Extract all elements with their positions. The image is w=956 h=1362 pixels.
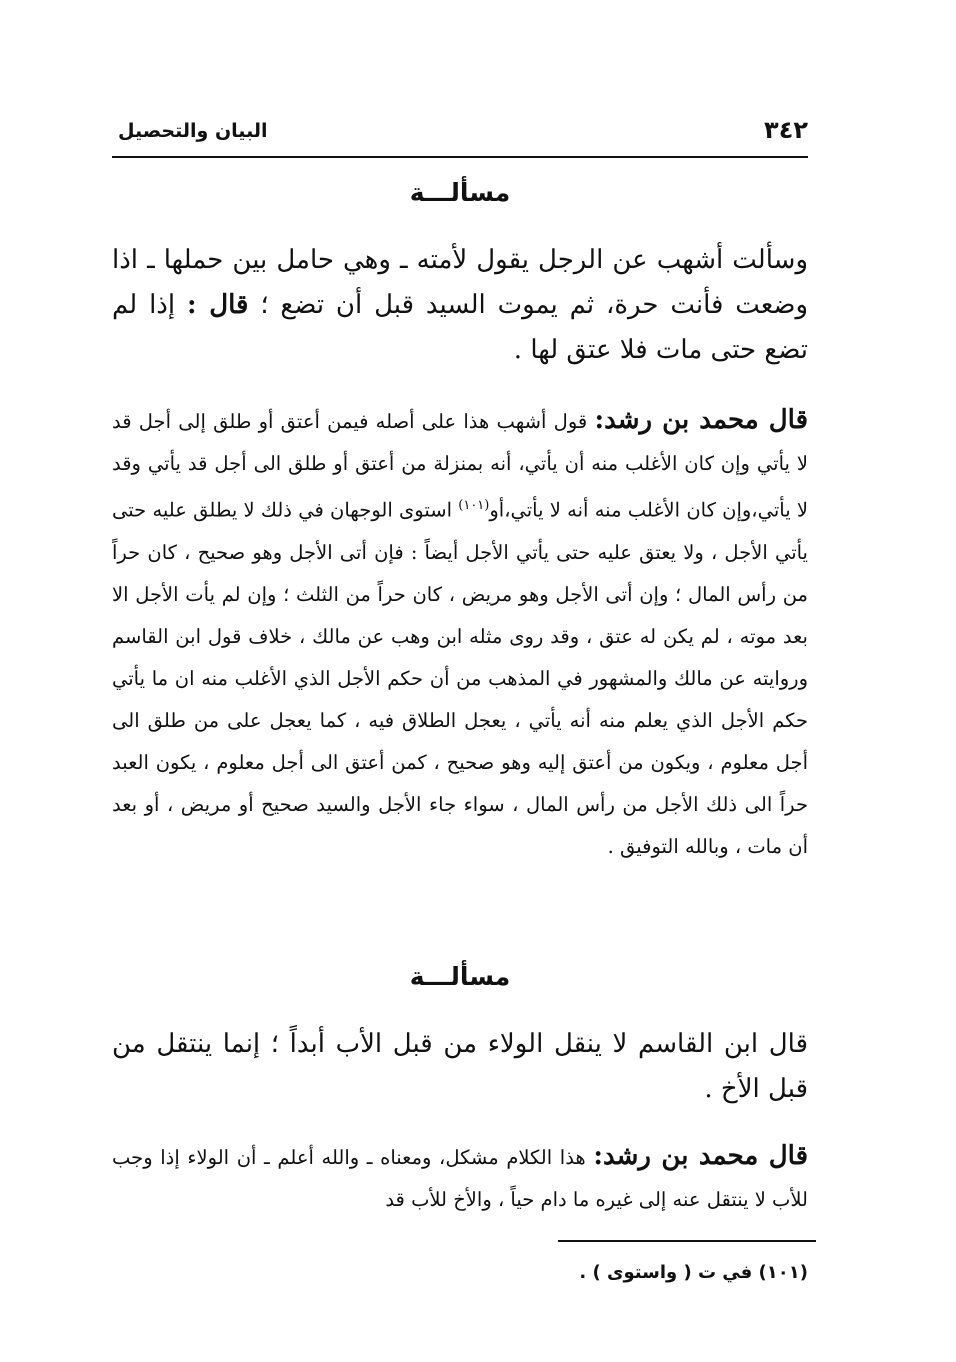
- commentary-lead-2: قال محمد بن رشد:: [593, 1141, 809, 1171]
- page-header: [112, 112, 808, 158]
- footnote-reference: (١٠١): [458, 498, 490, 513]
- commentary-paragraph-1: [112, 398, 808, 868]
- page-number: ٣٤٢: [764, 116, 808, 144]
- footnote-divider: [558, 1240, 816, 1242]
- running-title: البيان والتحصيل: [118, 120, 268, 142]
- question-text: وسألت أشهب عن الرجل يقول لأمته ـ وهي حامل بين حملها ـ اذا وضعت فأنت حرة، ثم يموت السيد قبل أن تضع ؛: [112, 245, 808, 320]
- question-paragraph: [112, 238, 808, 373]
- footnote: (١٠١) في ت ( واستوى ) .: [579, 1262, 808, 1283]
- answer-lead: قال :: [186, 290, 249, 320]
- commentary-lead-1: قال محمد بن رشد:: [594, 405, 809, 435]
- commentary-paragraph-2: [112, 1134, 808, 1221]
- ruling-paragraph: قال ابن القاسم لا ينقل الولاء من قبل الأب أبداً ؛ إنما ينتقل من قبل الأخ .: [112, 1029, 808, 1104]
- commentary-text-2: هذا الكلام مشكل، ومعناه ـ والله أعلم ـ أن الولاء إذا وجب للأب لا ينتقل عنه إلى غيره ما دام حياً ، والأخ للأب قد: [112, 1146, 808, 1211]
- section-heading-1: مسألـــة: [409, 178, 511, 207]
- commentary-text-1b: استوى الوجهان في ذلك لا يطلق عليه حتى يأتي الأجل ، ولا يعتق عليه حتى يأتي الأجل أيضاً : فإن أتى الأجل وهو صحيح ، كان حراً من رأس المال ؛ وإن أتى الأجل وهو مريض ، كان حراً من الثلث ؛ وإن لم يأت الأجل الا بعد موته ، لم يكن له عتق ، وقد روى مثله ابن وهب عن مالك ، خلاف قول ابن القاسم وروايته عن مالك والمشهور في المذهب من أن حكم الأجل الذي الأغلب منه ان ما يأتي حكم الأجل الذي يعلم منه أنه يأتي ، يعجل الطلاق فيه ، كما يعجل على من طلق الى أجل معلوم ، ويكون من أعتق إليه وهو صحيح ، كمن أعتق الى أجل معلوم ، يكون العبد حراً الى ذلك الأجل من رأس المال ، سواء جاء الأجل والسيد صحيح أو مريض ، أو بعد أن مات ، وبالله التوفيق .: [112, 498, 808, 858]
- section-heading-2: مسألـــة: [409, 962, 511, 991]
- commentary-text-1a: قول أشهب هذا على أصله فيمن أعتق أو طلق إلى أجل قد لا يأتي وإن كان الأغلب منه أن يأتي، أنه بمنزلة من أعتق أو طلق الى أجل قد يأتي وقد لا يأتي،وإن كان الأغلب منه أنه لا يأتي،أو: [112, 410, 809, 522]
- answer-text: إذا لم تضع حتى مات فلا عتق لها .: [112, 290, 808, 365]
